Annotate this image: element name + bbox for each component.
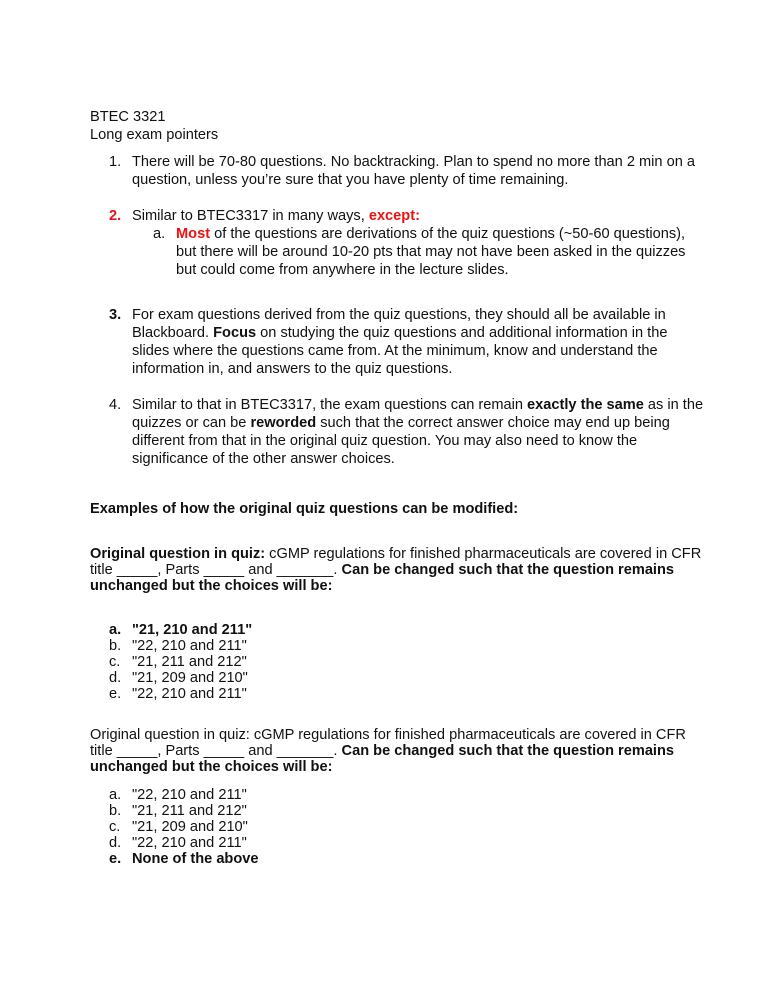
examples-heading: Examples of how the original quiz questions can be modified:: [90, 501, 519, 517]
pointer-number: 2.: [109, 208, 122, 224]
pointer-text: such that the correct answer choice may end up being: [316, 415, 670, 431]
example-label: Original question in quiz:: [90, 727, 250, 743]
pointer-text-line: significance of the other answer choices.: [132, 451, 395, 467]
choice-text: "21, 211 and 212": [132, 654, 247, 670]
choice-text-correct: None of the above: [132, 851, 259, 867]
choice-letter: b.: [109, 803, 122, 819]
choice-text: "22, 210 and 211": [132, 787, 247, 803]
emphasis-reworded: reworded: [250, 415, 317, 431]
example-question-text: cGMP regulations for finished pharmaceuticals are covered in CFR: [249, 727, 686, 743]
choice-text: "21, 211 and 212": [132, 803, 247, 819]
sub-pointer-text-line: but could come from anywhere in the lecture slides.: [176, 262, 509, 278]
choice-letter: c.: [109, 654, 121, 670]
choice-text: "22, 210 and 211": [132, 638, 247, 654]
sub-pointer-text-line: but there will be around 10-20 pts that may not have been asked in the quizzes: [176, 244, 686, 260]
choice-letter: e.: [109, 686, 122, 702]
document-subtitle: Long exam pointers: [90, 127, 219, 143]
example-question-text: title _____, Parts _____ and _______.: [90, 743, 342, 759]
course-title: BTEC 3321: [90, 109, 166, 125]
pointer-text: as in the: [643, 397, 704, 413]
pointer-text: on studying the quiz questions and additional information in the: [256, 325, 668, 341]
pointer-text: Blackboard.: [132, 325, 214, 341]
emphasis-most: Most: [176, 226, 211, 242]
pointer-text-line: different from that in the original quiz question. You may also need to know the: [132, 433, 638, 449]
choice-text-correct: "21, 210 and 211": [132, 622, 253, 638]
pointer-text-line: For exam questions derived from the quiz questions, they should all be available in: [132, 307, 666, 323]
sub-pointer-letter: a.: [153, 226, 166, 242]
pointer-number: 4.: [109, 397, 122, 413]
choice-letter: e.: [109, 851, 122, 867]
pointer-text-line: There will be 70-80 questions. No backtracking. Plan to spend no more than 2 min on a: [132, 154, 695, 170]
choice-letter: b.: [109, 638, 122, 654]
pointer-text: Similar to that in BTEC3317, the exam questions can remain: [132, 397, 528, 413]
example-change-note: Can be changed such that the question remains: [341, 743, 675, 759]
emphasis-focus: Focus: [213, 325, 257, 341]
example-question-text: cGMP regulations for finished pharmaceuticals are covered in CFR: [265, 546, 702, 562]
pointer-text: quizzes or can be: [132, 415, 251, 431]
choice-letter: a.: [109, 787, 122, 803]
pointer-text: Similar to BTEC3317 in many ways,: [132, 208, 369, 224]
sub-pointer-text-line: [176, 225, 685, 243]
sub-pointer-text: of the questions are derivations of the quiz questions (~50-60 questions),: [210, 226, 686, 242]
emphasis-except: except:: [368, 208, 420, 224]
emphasis-exactly-same: exactly the same: [527, 397, 644, 413]
example-change-note: unchanged but the choices will be:: [90, 578, 333, 594]
choice-letter: c.: [109, 819, 121, 835]
choice-text: "22, 210 and 211": [132, 835, 247, 851]
pointer-number: 3.: [109, 307, 122, 323]
choice-letter: a.: [109, 622, 122, 638]
example-question-text: title _____, Parts _____ and _______.: [90, 562, 342, 578]
pointer-number: 1.: [109, 154, 122, 170]
choice-text: "22, 210 and 211": [132, 686, 247, 702]
example-change-note: unchanged but the choices will be:: [90, 759, 333, 775]
choice-text: "21, 209 and 210": [132, 819, 248, 835]
choice-letter: d.: [109, 835, 122, 851]
example-label: Original question in quiz:: [90, 546, 266, 562]
pointer-text-line: slides where the questions came from. At the minimum, know and understand the: [132, 343, 658, 359]
pointer-text-line: [132, 414, 670, 432]
choice-letter: d.: [109, 670, 122, 686]
pointer-text-line: question, unless you’re sure that you have plenty of time remaining.: [132, 172, 569, 188]
pointer-text-line: information in, and answers to the quiz questions.: [132, 361, 453, 377]
example-change-note: Can be changed such that the question remains: [341, 562, 675, 578]
pointer-text-line: [132, 396, 703, 414]
pointer-text-line: [132, 207, 420, 225]
pointer-text-line: [132, 324, 667, 342]
choice-text: "21, 209 and 210": [132, 670, 248, 686]
